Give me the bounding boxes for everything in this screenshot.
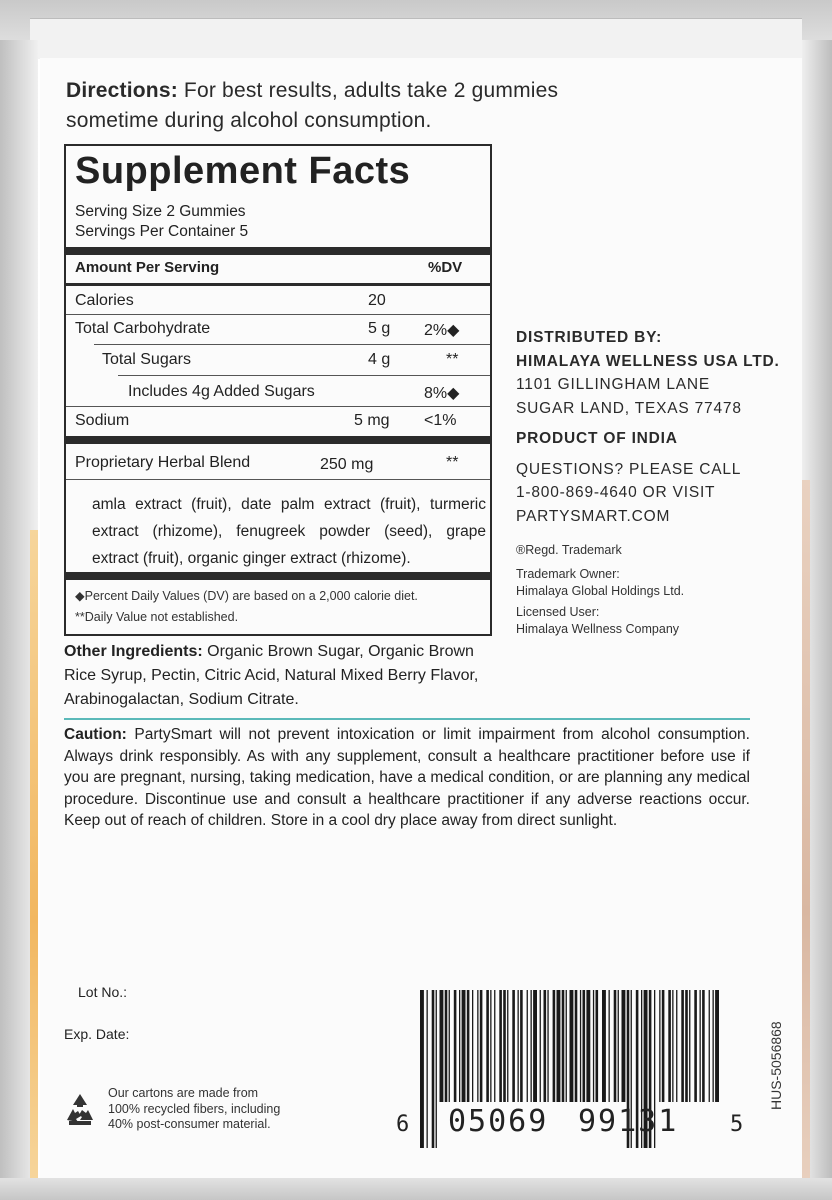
blend-ingredients: amla extract (fruit), date palm extract (fruit), turmeric extract (rhizome), fenugreek powder (seed), grape extract (fruit), organic ginger extract (rhizome). [92,496,486,567]
trademark-owner-label: Trademark Owner: [516,567,620,581]
barcode-bar [602,990,606,1102]
barcode-check-digit: 5 [730,1112,744,1137]
serving-size: Serving Size 2 Gummies [75,203,246,220]
distributor-address-line2: SUGAR LAND, TEXAS 77478 [516,399,742,417]
distributor-block [516,326,786,528]
product-code: HUS-5056868 [768,1021,784,1110]
nutrient-amount: 250 mg [320,456,374,473]
barcode-bar [596,990,599,1102]
website-line: PARTYSMART.COM [516,507,671,525]
distributor-address-line1: 1101 GILLINGHAM LANE [516,376,711,393]
directions-text: Directions: For best results, adults take 2 gummies sometime during alcohol consumption. [66,79,559,132]
barcode-bar [477,990,478,1102]
dv-header: %DV [428,259,463,276]
row-divider [66,314,490,315]
barcode-bar [533,990,537,1102]
barcode-bar [432,990,435,1148]
barcode-bar [445,990,448,1102]
barcode-left-digits: 05069 [448,1104,549,1139]
barcode-bar [480,990,483,1102]
barcode-bar [518,990,519,1102]
barcode-bar [694,990,697,1102]
barcode-bar [427,990,428,1148]
barcode-bar [486,990,489,1102]
barcode-bar [709,990,710,1102]
barcode-bar [420,990,424,1148]
barcode-bar [618,990,619,1102]
barcode-bar [566,990,567,1102]
barcode-bar [681,990,684,1102]
barcode-bar [668,990,671,1102]
licensed-user: Himalaya Wellness Company [516,622,680,636]
nutrient-name: Proprietary Herbal Blend [75,454,251,471]
trademark-regd: ®Regd. Trademark [516,543,622,557]
nutrient-amount: 4 g [368,351,391,368]
caution-divider [64,718,750,720]
barcode-right-digits: 99131 [578,1104,679,1139]
supplement-facts-panel [64,144,492,636]
barcode-bar [575,990,578,1102]
nutrient-dv: ** [446,351,459,368]
not-established-footnote: **Daily Value not established. [75,610,239,624]
nutrient-amount: 5 g [368,320,391,337]
nutrient-name: Includes 4g Added Sugars [128,383,315,400]
barcode-bar [715,990,719,1102]
barcode-bar [593,990,594,1102]
barcode-bar [507,990,508,1102]
barcode-bar [659,990,660,1102]
nutrient-dv: <1% [424,412,457,429]
barcode-bar [520,990,523,1102]
lot-number-label: Lot No.: [78,984,128,1000]
other-ingredients-label: Other Ingredients: [64,643,203,660]
row-divider [94,344,490,345]
barcode-bar [700,990,701,1102]
thick-divider [66,572,490,580]
nutrient-amount: 5 mg [354,412,390,429]
carton-top-flap [0,0,832,58]
barcode-bar [547,990,548,1102]
servings-per-container: Servings Per Container 5 [75,223,249,240]
row-divider [118,375,490,376]
barcode-bar [503,990,506,1102]
barcode-bar [622,990,626,1102]
carton-right-edge [802,40,832,1200]
barcode-bar [562,990,565,1102]
barcode-bar [685,990,688,1102]
other-ingredients: Other Ingredients: Organic Brown Sugar, Organic Brown Rice Syrup, Pectin, Citric Acid, Natural Mixed Berry Flavor, Arabinogalactan, Sodium Citrate. [64,643,479,708]
barcode-bar [531,990,532,1102]
barcode-first-digit: 6 [396,1112,410,1137]
barcode-bar [512,990,515,1102]
nutrient-dv: 8%◆ [424,385,460,402]
barcode-bar [490,990,491,1102]
barcode-bar [462,990,466,1102]
nutrient-name: Total Carbohydrate [75,320,211,337]
barcode-bar [553,990,556,1102]
row-divider [66,479,490,480]
trademark-owner: Himalaya Global Holdings Ltd. [516,584,685,598]
barcode-bar [570,990,574,1102]
barcode-bar [609,990,610,1102]
barcode-bar [672,990,673,1102]
nutrient-name: Total Sugars [102,351,191,368]
thick-divider [66,247,490,255]
barcode-bar [614,990,617,1102]
caution-label: Caution: [64,726,127,743]
carton-bottom-edge [0,1178,832,1200]
barcode-bar [499,990,502,1102]
row-divider [66,406,490,407]
caution-text: Caution: PartySmart will not prevent intoxication or limit impairment from alcohol consumption. Always drink responsibly. As with any supplement, consult a healthcare practitioner before use if you are pregnant, nursing, taking medication, have a medical condition, or are planning any medical procedure. Discontinue use and consult a healthcare practitioner if any adverse reactions occur. Keep out of reach of children. Store in a cool dry place away from direct sunlight. [64,726,750,829]
barcode-bar [689,990,690,1102]
distributor-company: HIMALAYA WELLNESS USA LTD. [516,352,780,370]
barcode-bar [449,990,450,1102]
barcode-bar [702,990,705,1102]
questions-line: QUESTIONS? PLEASE CALL [516,460,742,478]
amount-per-serving-header: Amount Per Serving [75,259,220,276]
barcode-bar [459,990,460,1102]
barcode-bar [713,990,714,1102]
expiration-date-label: Exp. Date: [64,1026,130,1042]
nutrient-name: Sodium [75,412,130,429]
barcode-bar [557,990,561,1102]
barcode-bar [586,990,590,1102]
nutrient-dv: ** [446,454,459,471]
barcode-bar [544,990,547,1102]
directions-label: Directions: [66,79,178,102]
carton-left-edge [0,40,38,1200]
recycle-icon [60,1090,100,1130]
barcode-bar [527,990,528,1102]
nutrient-name: Calories [75,292,134,309]
barcode-bar [467,990,470,1102]
header-divider [66,283,490,286]
supplement-facts-title: Supplement Facts [75,150,411,192]
dv-footnote: ◆Percent Daily Values (DV) are based on a 2,000 calorie diet. [75,589,418,603]
nutrient-amount: 20 [368,292,386,309]
phone-line: 1-800-869-4640 OR VISIT [516,484,716,501]
barcode-bar [583,990,586,1102]
barcode-bar [494,990,495,1102]
barcode-bar [540,990,541,1102]
barcode-bar [472,990,473,1102]
barcode-bar [676,990,677,1102]
barcode-bar [580,990,581,1102]
barcode-bar [440,990,444,1102]
licensed-user-label: Licensed User: [516,605,600,619]
barcode-bar [662,990,665,1102]
barcode-bar [436,990,437,1148]
recycle-note: Our cartons are made from 100% recycled fibers, including 40% post-consumer material. [108,1086,281,1131]
thick-divider [66,436,490,444]
barcode-bar [454,990,457,1102]
nutrient-dv: 2%◆ [424,322,460,339]
country-of-origin: PRODUCT OF INDIA [516,430,678,447]
distributor-heading: DISTRIBUTED BY: [516,329,663,346]
